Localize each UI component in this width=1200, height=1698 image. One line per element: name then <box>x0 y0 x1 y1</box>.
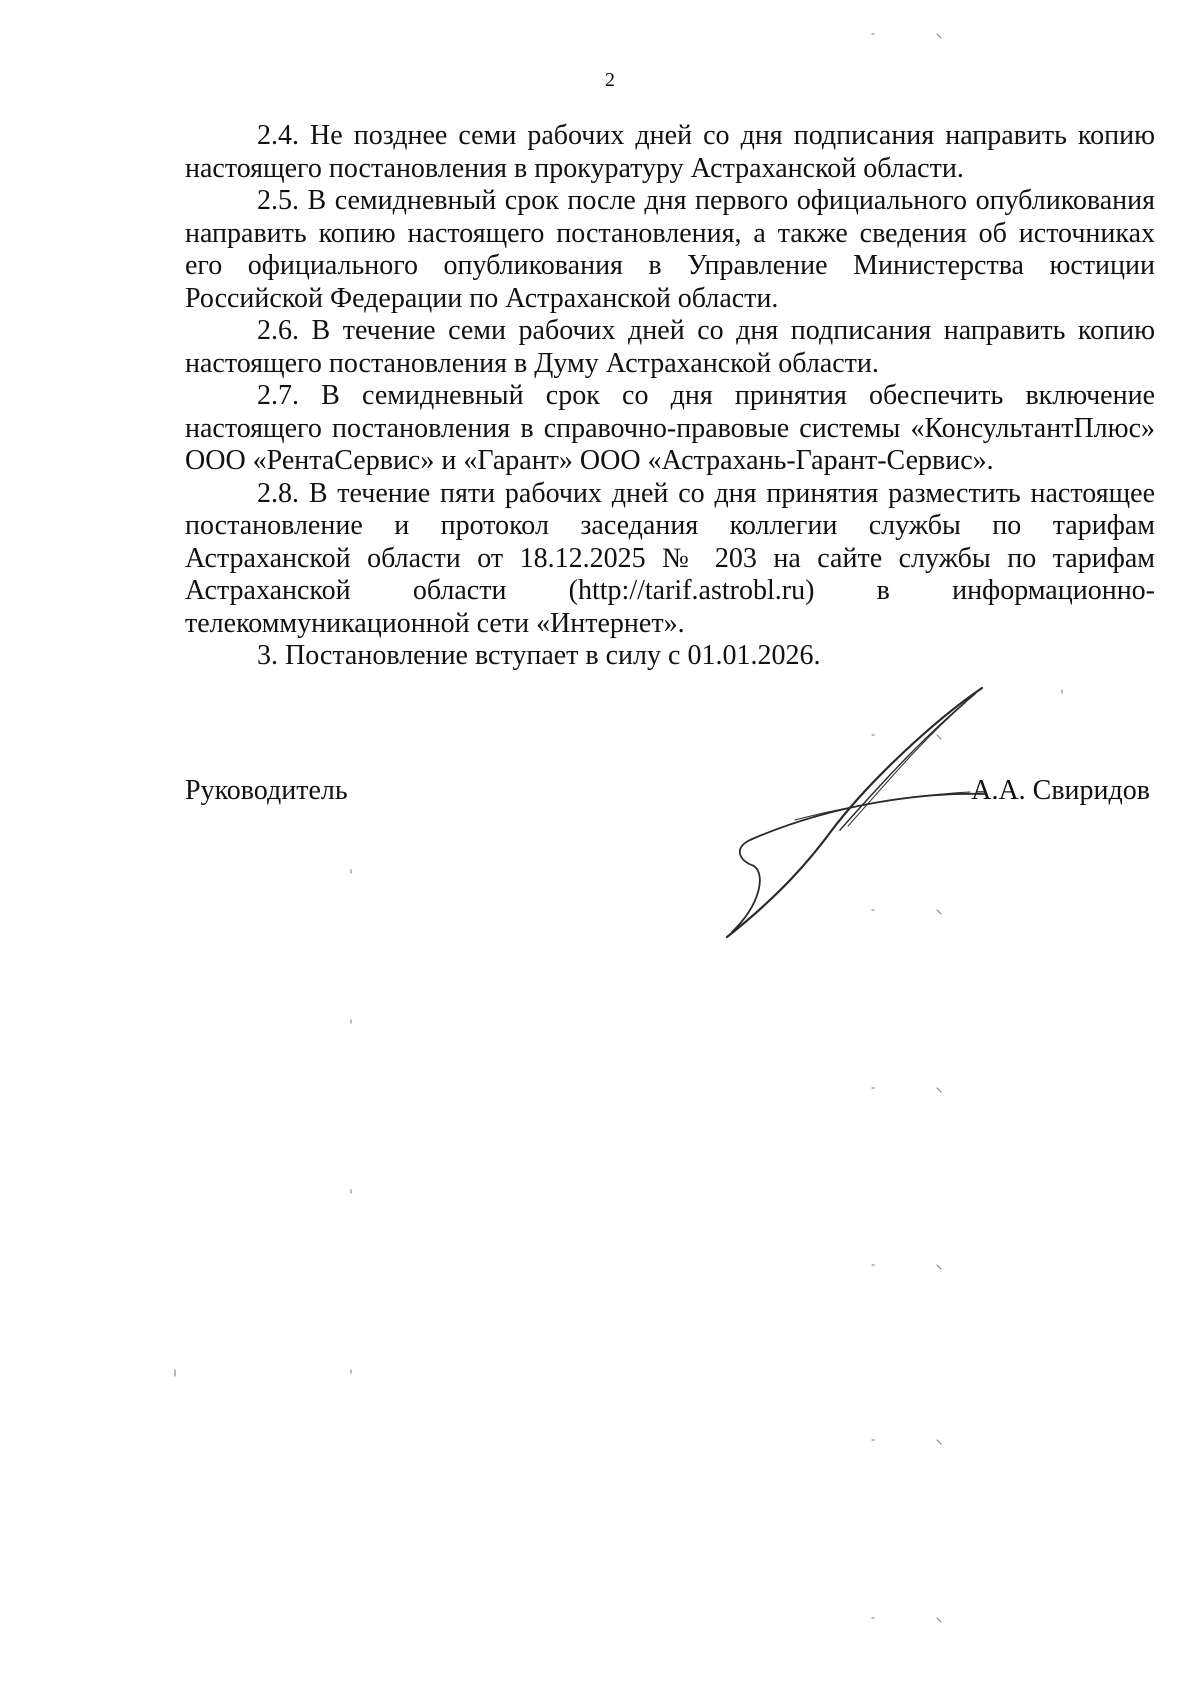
paragraph-2-4: 2.4. Не позднее семи рабочих дней со дня подписания направить копию настоящего постановления в прокуратуру Астраханской области. <box>185 120 1155 184</box>
signatory-title: Руководитель <box>185 775 348 806</box>
paragraph-2-7: 2.7. В семидневный срок со дня принятия обеспечить включение настоящего постановления в справочно-правовые системы «КонсультантПлюс» ООО «РентаСервис» и «Гарант» ООО «Астрахань-Гарант-Сервис». <box>185 380 1155 476</box>
paragraph-3: 3. Постановление вступает в силу с 01.01.2026. <box>257 640 821 671</box>
document-body <box>185 120 1155 673</box>
paragraph-2-5: 2.5. В семидневный срок после дня первого официального опубликования направить копию настоящего постановления, а также сведения об источниках его официального опубликования в Управление Министерства юстиции Российской Федерации по Астраханской области. <box>185 185 1155 314</box>
paragraph-2-8: 2.8. В течение пяти рабочих дней со дня принятия разместить настоящее постановление и протокол заседания коллегии службы по тарифам Астраханской области от 18.12.2025 № 203 на сайте службы по тарифам Астраханской области (http://tarif.astrobl.ru) в информационно-телекоммуникационной сети «Интернет». <box>185 477 1155 639</box>
handwritten-signature <box>720 680 1000 940</box>
signatory-name: А.А. Свиридов <box>971 775 1150 806</box>
paragraph-2-6: 2.6. В течение семи рабочих дней со дня подписания направить копию настоящего постановления в Думу Астраханской области. <box>185 315 1155 379</box>
page-number: 2 <box>605 69 615 91</box>
